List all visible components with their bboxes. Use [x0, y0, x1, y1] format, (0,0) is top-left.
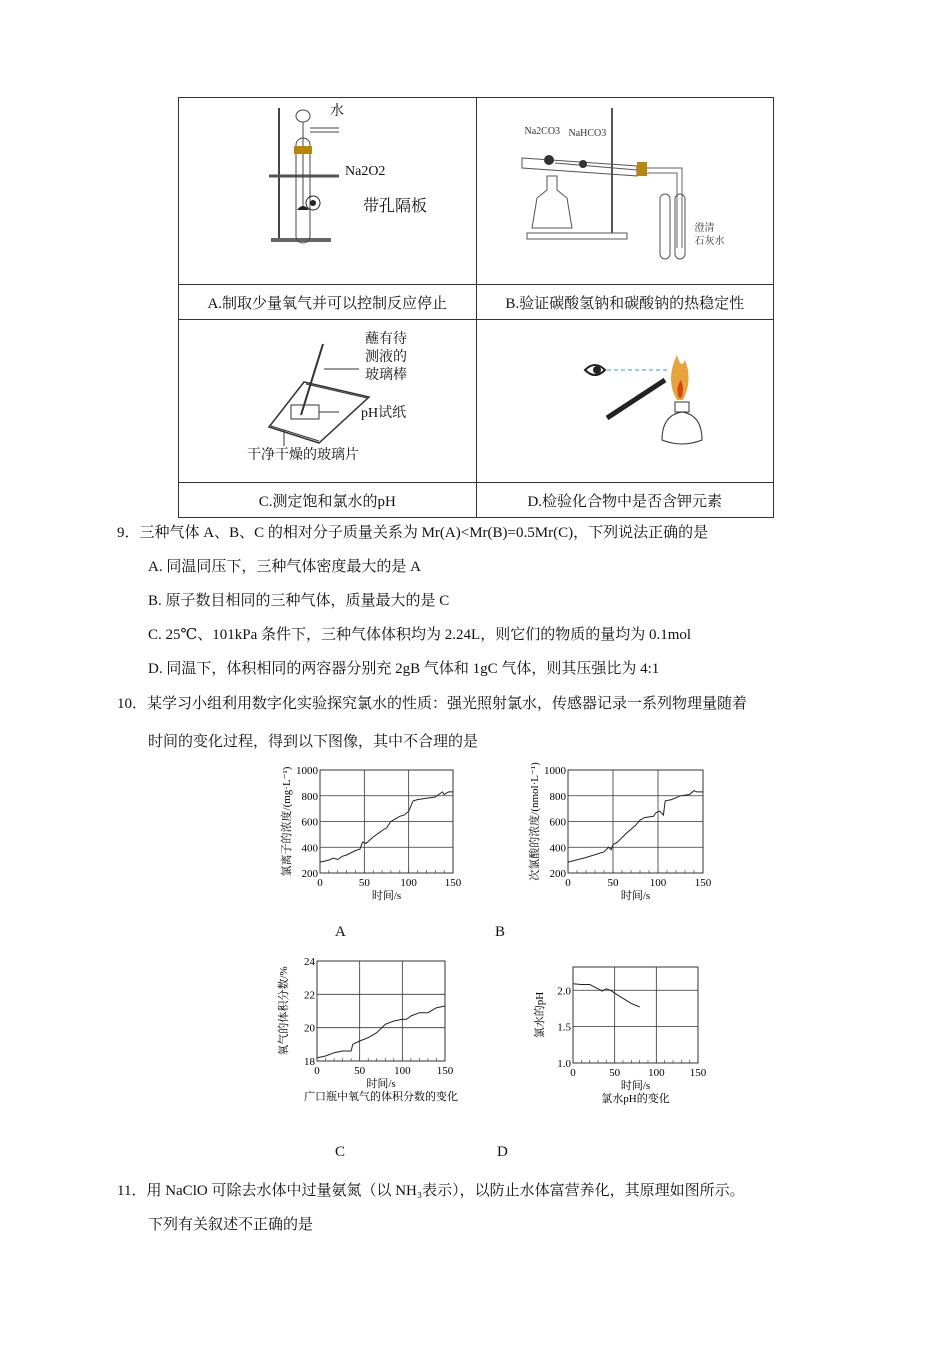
figure-label-a: A — [335, 924, 346, 940]
x-tick-label: 50 — [358, 877, 370, 889]
figure-a-cell — [179, 98, 477, 285]
chart-title: 广口瓶中氧气的体积分数的变化 — [304, 1091, 458, 1103]
perforated-plate-label: 带孔隔板 — [363, 198, 428, 215]
x-tick-label: 150 — [436, 1065, 454, 1077]
x-axis-label: 时间/s — [371, 890, 402, 902]
question-9-option-a: A. 同温同压下，三种气体密度最大的是 A — [148, 559, 421, 575]
flame-test-illustration — [477, 320, 777, 482]
option-a-caption: A.制取少量氧气并可以控制反应停止 — [179, 285, 477, 320]
y-tick-label: 1000 — [296, 765, 318, 777]
y-tick-label: 22 — [304, 989, 315, 1002]
glass-rod-label-2: 测液的 — [365, 350, 407, 365]
chart-hypochlorous-acid-concentration — [518, 760, 718, 910]
y-tick-label: 24 — [304, 956, 315, 968]
figure-label-d: D — [497, 1144, 508, 1160]
glass-rod-label-1: 蘸有待 — [365, 332, 407, 347]
glass-rod-label-3: 玻璃棒 — [365, 368, 407, 383]
figure-d-cell — [476, 320, 774, 483]
y-tick-label: 1.5 — [557, 1021, 571, 1034]
y-tick-label: 200 — [301, 868, 318, 880]
nahco3-label: NaHCO3 — [568, 128, 607, 139]
data-line — [573, 984, 640, 1007]
question-11-stem-line-1: 11．用 NaClO 可除去水体中过量氨氮（以 NH₃表示），以防止水体富营养化，其原理如图所示。 — [117, 1183, 745, 1199]
option-b-caption: B.验证碳酸氢钠和碳酸钠的热稳定性 — [476, 285, 774, 320]
y-axis-label: 氯离子的浓度/(mg·L⁻¹) — [281, 766, 293, 877]
y-tick-label: 400 — [301, 842, 318, 855]
x-tick-label: 50 — [609, 1067, 621, 1079]
chart-oxygen-volume-fraction — [270, 955, 480, 1115]
x-tick-label: 100 — [649, 877, 667, 889]
x-tick-label: 0 — [570, 1067, 576, 1079]
y-tick-label: 800 — [549, 790, 566, 803]
question-10-stem-line-2: 时间的变化过程，得到以下图像，其中不合理的是 — [148, 734, 479, 750]
y-tick-label: 1.0 — [557, 1058, 571, 1070]
options-table — [178, 97, 774, 518]
x-tick-label: 0 — [565, 877, 571, 889]
limewater-label-1: 澄清 — [694, 223, 715, 234]
thermal-stability-apparatus-illustration — [477, 98, 777, 284]
y-tick-label: 400 — [549, 842, 566, 855]
x-tick-label: 100 — [648, 1067, 665, 1079]
y-tick-label: 200 — [549, 868, 566, 880]
y-axis-label: 氧气的体积分数/% — [278, 966, 290, 1056]
question-11-stem-line-2: 下列有关叙述不正确的是 — [148, 1217, 314, 1233]
na2o2-label: Na2O2 — [345, 164, 386, 179]
x-tick-label: 100 — [400, 877, 417, 889]
figure-c-cell — [179, 320, 477, 483]
option-d-caption: D.检验化合物中是否含钾元素 — [476, 483, 774, 518]
ph-paper-label: pH试纸 — [361, 406, 407, 421]
data-line — [320, 792, 453, 862]
limewater-label-2: 石灰水 — [694, 236, 725, 247]
y-axis-label: 氯水的pH — [534, 991, 546, 1039]
y-tick-label: 2.0 — [557, 985, 571, 998]
x-tick-label: 150 — [694, 877, 712, 889]
chart-title: 氯水pH的变化 — [601, 1093, 670, 1105]
x-tick-label: 0 — [317, 877, 323, 889]
x-tick-label: 150 — [444, 877, 462, 889]
glass-slide-label: 干净干燥的玻璃片 — [247, 448, 359, 463]
x-tick-label: 0 — [314, 1065, 320, 1077]
x-tick-label: 150 — [689, 1067, 707, 1079]
question-10-stem-line-1: 10．某学习小组利用数字化实验探究氯水的性质：强光照射氯水，传感器记录一系列物理量随着 — [117, 696, 748, 712]
question-9-option-c: C. 25℃、101kPa 条件下，三种气体体积均为 2.24L，则它们的物质的量均为 0.1mol — [148, 627, 692, 643]
data-line — [317, 1006, 445, 1058]
y-tick-label: 18 — [304, 1056, 315, 1068]
x-tick-label: 100 — [394, 1065, 411, 1077]
y-tick-label: 20 — [304, 1022, 315, 1035]
x-tick-label: 50 — [607, 877, 619, 889]
question-9-option-b: B. 原子数目相同的三种气体，质量最大的是 C — [148, 593, 450, 609]
data-line — [568, 791, 703, 863]
y-tick-label: 1000 — [544, 765, 566, 777]
plot-frame — [317, 961, 445, 1061]
option-c-caption: C.测定饱和氯水的pH — [179, 483, 477, 518]
oxygen-apparatus-illustration — [179, 98, 473, 284]
question-9-option-d: D. 同温下，体积相同的两容器分别充 2gB 气体和 1gC 气体，则其压强比为 4:1 — [148, 661, 660, 677]
x-axis-label: 时间/s — [620, 1080, 651, 1092]
chart-chloride-concentration — [270, 760, 470, 910]
question-9-stem: 9．三种气体 A、B、C 的相对分子质量关系为 Mr(A)<Mr(B)=0.5Mr(C)，下列说法正确的是 — [117, 525, 709, 541]
water-label: 水 — [330, 104, 344, 119]
y-tick-label: 600 — [549, 816, 566, 829]
figure-label-c: C — [335, 1144, 346, 1160]
chart-chlorine-water-ph — [525, 960, 725, 1115]
x-axis-label: 时间/s — [366, 1078, 396, 1090]
figure-label-b: B — [495, 924, 506, 940]
y-tick-label: 600 — [301, 816, 318, 829]
y-axis-label: 次氯酸的浓度/(nmol·L⁻¹) — [529, 762, 541, 881]
na2co3-label: Na2CO3 — [524, 126, 561, 137]
figure-b-cell — [476, 98, 774, 285]
plot-frame — [573, 967, 698, 1063]
x-axis-label: 时间/s — [620, 890, 651, 902]
y-tick-label: 800 — [301, 790, 318, 803]
x-tick-label: 50 — [354, 1065, 366, 1077]
